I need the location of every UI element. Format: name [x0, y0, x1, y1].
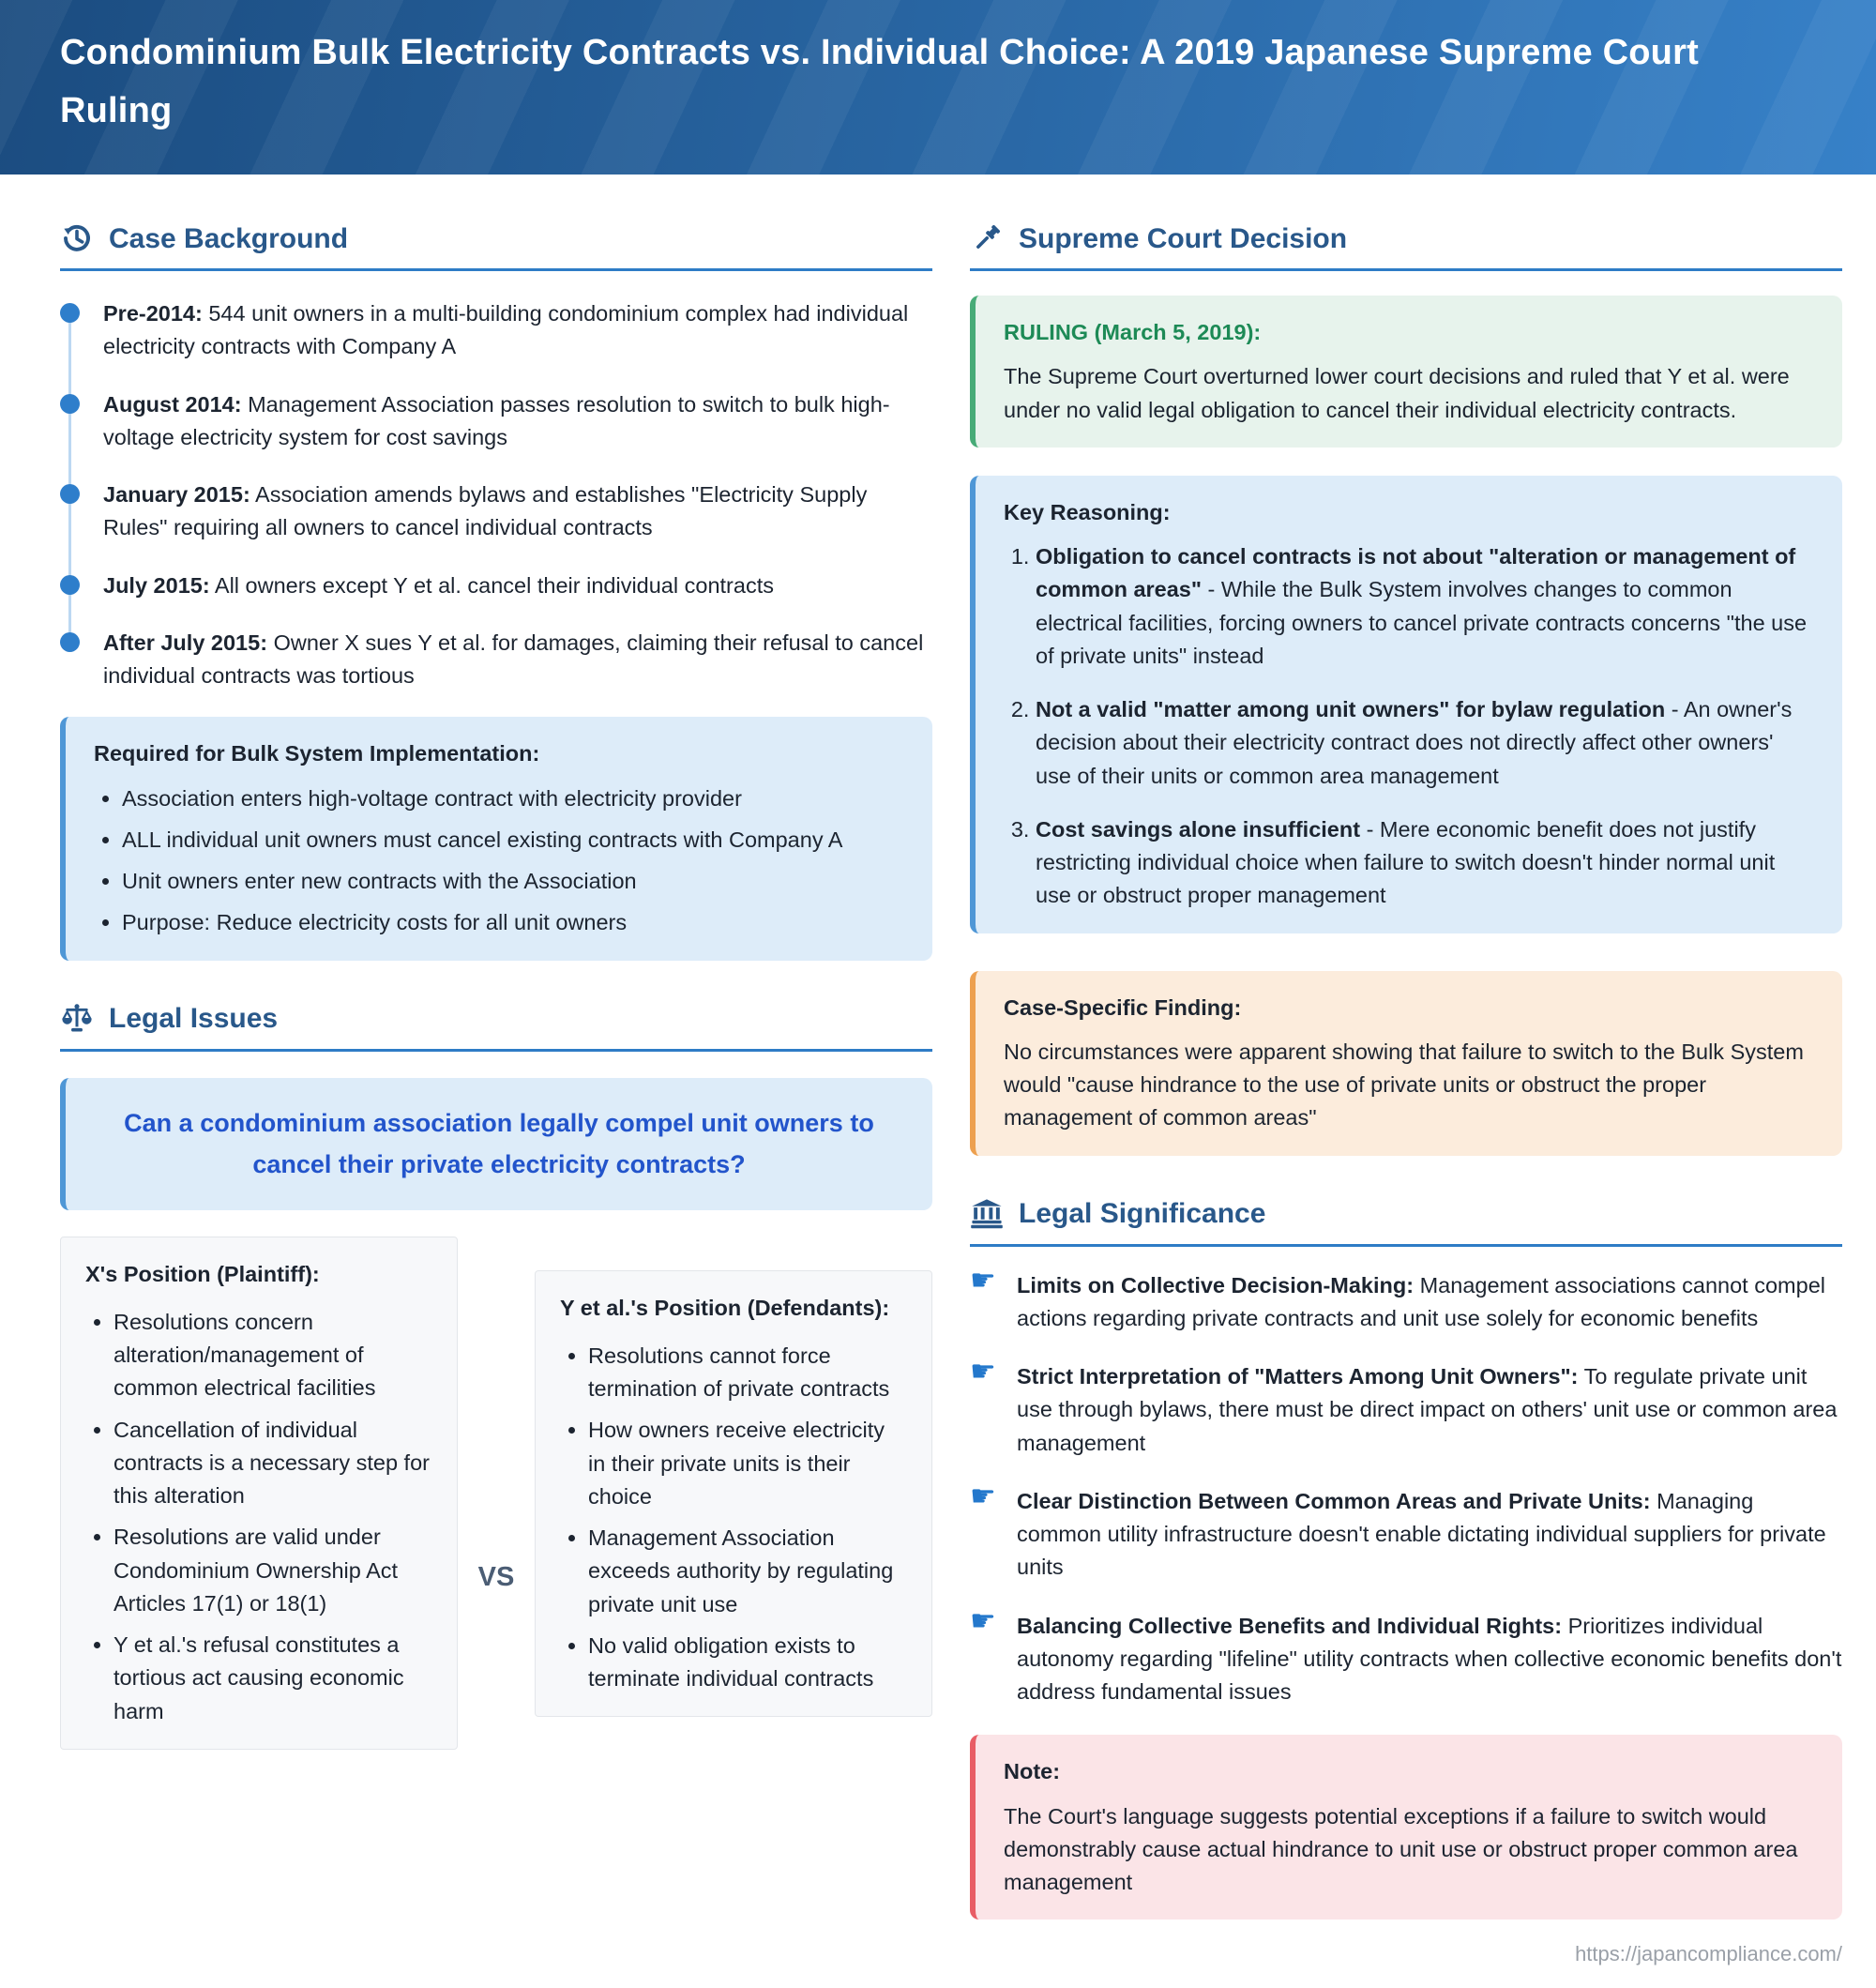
- y-position-item: • How owners receive electricity in their private units is their choice: [588, 1414, 907, 1513]
- significance-item-lead: Clear Distinction Between Common Areas and Private Units:: [1017, 1488, 1651, 1513]
- significance-item-text: Management associations cannot compel actions regarding private contracts and unit use solely for economic benefits: [1017, 1272, 1825, 1330]
- required-item: • ALL individual unit owners must cancel existing contracts with Company A: [122, 824, 904, 857]
- ruling-text: The Supreme Court overturned lower court decisions and ruled that Y et al. were under no valid legal obligation to cancel their individual electricity contracts.: [1004, 364, 1790, 422]
- timeline-item: [60, 627, 932, 693]
- scales-icon: [60, 1002, 94, 1036]
- timeline-date: July 2015:: [103, 572, 210, 598]
- timeline-item: [60, 297, 932, 364]
- timeline-item: [60, 478, 932, 545]
- y-position-title: Y et al.'s Position (Defendants):: [560, 1295, 890, 1320]
- y-position-item: • Resolutions cannot force termination of private contracts: [588, 1340, 907, 1406]
- timeline-date: August 2014:: [103, 391, 242, 417]
- key-reasoning-item: [1036, 693, 1814, 793]
- legal-issues-header: [60, 1002, 932, 1052]
- key-reasoning-box: [970, 476, 1842, 933]
- required-item: • Purpose: Reduce electricity costs for all unit owners: [122, 906, 904, 939]
- key-reasoning-item: [1036, 540, 1814, 673]
- significance-item-lead: Balancing Collective Benefits and Individual Rights:: [1017, 1613, 1563, 1638]
- y-position-item: • Management Association exceeds authority by regulating private unit use: [588, 1522, 907, 1621]
- significance-item-text: Prioritizes individual autonomy regarding "lifeline" utility contracts when collective economic benefits don't address fundamental issues: [1017, 1613, 1842, 1704]
- decision-header: [970, 221, 1842, 271]
- significance-item-lead: Limits on Collective Decision-Making:: [1017, 1272, 1415, 1298]
- significance-header: [970, 1197, 1842, 1247]
- key-reasoning-item-text: - An owner's decision about their electricity contract does not directly affect other owners' use of their units or common area management: [1036, 697, 1793, 788]
- timeline-date: Pre-2014:: [103, 301, 203, 326]
- timeline-item: [60, 569, 932, 602]
- timeline-text: All owners except Y et al. cancel their individual contracts: [214, 572, 774, 598]
- key-reasoning-item-lead: Not a valid "matter among unit owners" for bylaw regulation: [1036, 697, 1666, 721]
- positions-row: [60, 1237, 932, 1750]
- finding-title: Case-Specific Finding:: [1004, 994, 1242, 1020]
- legal-question-box: [60, 1078, 932, 1210]
- x-position-title: X's Position (Plaintiff):: [85, 1261, 320, 1286]
- required-box-title: Required for Bulk System Implementation:: [94, 741, 540, 766]
- key-reasoning-list: [1004, 540, 1814, 913]
- y-position-list: [560, 1340, 907, 1696]
- significance-item-text: Managing common utility infrastructure doesn't enable dictating individual suppliers for private units: [1017, 1488, 1826, 1580]
- page-title: Condominium Bulk Electricity Contracts vs. Individual Choice: A 2019 Japanese Supreme Court Ruling: [60, 33, 1699, 130]
- history-icon: [60, 221, 94, 255]
- required-box: [60, 717, 932, 960]
- section-title: Legal Significance: [1019, 1198, 1266, 1229]
- timeline-text: Association amends bylaws and establishes "Electricity Supply Rules" requiring all owners to cancel individual contracts: [103, 482, 868, 540]
- section-title: Legal Issues: [109, 1003, 279, 1034]
- note-box: [970, 1735, 1842, 1920]
- footer-url-link[interactable]: https://japancompliance.com/: [1575, 1942, 1842, 1966]
- key-reasoning-item-text: - Mere economic benefit does not justify restricting individual choice when failure to switch doesn't hinder normal unit use or obstruct proper management: [1036, 816, 1776, 908]
- hand-point-right-icon: ☛: [970, 1603, 996, 1637]
- required-item: • Association enters high-voltage contract with electricity provider: [122, 782, 904, 815]
- vs-label: VS: [477, 1561, 515, 1592]
- footer: [970, 1942, 1842, 1966]
- section-title: Case Background: [109, 222, 349, 254]
- ruling-title: RULING (March 5, 2019):: [1004, 320, 1262, 344]
- significance-item: [970, 1355, 1842, 1460]
- x-position-list: [85, 1306, 432, 1728]
- key-reasoning-item-lead: Cost savings alone insufficient: [1036, 816, 1361, 842]
- right-column: [970, 221, 1842, 1966]
- content-columns: [0, 175, 1876, 1966]
- header-banner: [0, 0, 1876, 175]
- key-reasoning-title: Key Reasoning:: [1004, 499, 1171, 524]
- timeline-date: January 2015:: [103, 482, 250, 507]
- timeline-text: 544 unit owners in a multi-building condominium complex had individual electricity contracts with Company A: [103, 301, 909, 359]
- key-reasoning-item: [1036, 813, 1814, 913]
- key-reasoning-item-text: - While the Bulk System involves changes to common electrical facilities, forcing owners to cancel private contracts concerns "the use of private units" instead: [1036, 577, 1808, 668]
- legal-question-text: Can a condominium association legally compel unit owners to cancel their private electricity contracts?: [124, 1108, 874, 1179]
- key-reasoning-item-lead: Obligation to cancel contracts is not about "alteration or management of common areas": [1036, 544, 1796, 602]
- significance-list: [970, 1263, 1842, 1709]
- finding-text: No circumstances were apparent showing that failure to switch to the Bulk System would "cause hindrance to the use of private units or obstruct the proper management of common areas": [1004, 1039, 1804, 1131]
- y-position-item: • No valid obligation exists to terminate individual contracts: [588, 1630, 907, 1696]
- timeline-item: [60, 388, 932, 455]
- bank-icon: [970, 1197, 1004, 1231]
- case-background-header: [60, 221, 932, 271]
- hand-point-right-icon: ☛: [970, 1355, 996, 1388]
- x-position-box: [60, 1237, 458, 1750]
- ruling-box: [970, 296, 1842, 448]
- timeline-text: Management Association passes resolution to switch to bulk high-voltage electricity system for cost savings: [103, 391, 890, 449]
- significance-item-lead: Strict Interpretation of "Matters Among Unit Owners":: [1017, 1364, 1579, 1389]
- required-item: • Unit owners enter new contracts with the Association: [122, 865, 904, 898]
- x-position-item: • Resolutions concern alteration/management of common electrical facilities: [113, 1306, 432, 1405]
- significance-item: [970, 1603, 1842, 1709]
- note-title: Note:: [1004, 1759, 1061, 1784]
- y-position-box: [535, 1270, 932, 1718]
- significance-item: [970, 1263, 1842, 1336]
- x-position-item: • Y et al.'s refusal constitutes a tortious act causing economic harm: [113, 1629, 432, 1728]
- section-title: Supreme Court Decision: [1019, 222, 1348, 254]
- x-position-item: • Cancellation of individual contracts is a necessary step for this alteration: [113, 1414, 432, 1513]
- case-timeline: [60, 297, 932, 692]
- left-column: [60, 221, 932, 1966]
- hand-point-right-icon: ☛: [970, 1479, 996, 1512]
- x-position-item: • Resolutions are valid under Condominium Ownership Act Articles 17(1) or 18(1): [113, 1521, 432, 1620]
- significance-item-text: To regulate private unit use through bylaws, there must be direct impact on others' unit use or common area management: [1017, 1364, 1838, 1455]
- required-list: [94, 782, 904, 940]
- gavel-icon: [970, 221, 1004, 255]
- significance-item: [970, 1479, 1842, 1585]
- timeline-text: Owner X sues Y et al. for damages, claiming their refusal to cancel individual contracts was tortious: [103, 630, 924, 688]
- timeline-date: After July 2015:: [103, 630, 268, 655]
- note-text: The Court's language suggests potential exceptions if a failure to switch would demonstrably cause actual hindrance to unit use or obstruct proper common area management: [1004, 1803, 1798, 1894]
- hand-point-right-icon: ☛: [970, 1263, 996, 1297]
- finding-box: [970, 971, 1842, 1156]
